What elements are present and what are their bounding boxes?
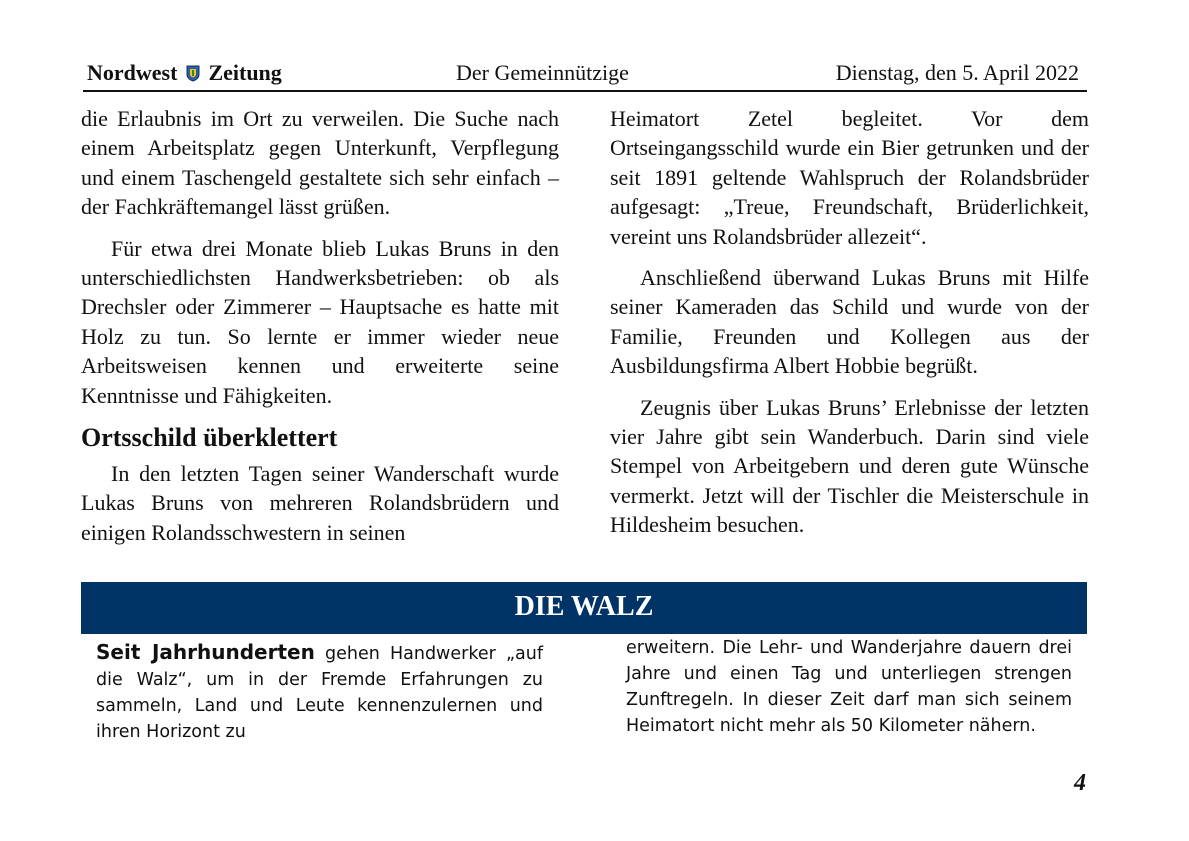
page-header — [83, 58, 1087, 92]
masthead-right: Zeitung — [208, 60, 282, 85]
masthead-left: Nordwest — [87, 60, 178, 85]
page-number: 4 — [1074, 770, 1086, 796]
infobox-text: gehen Handwerker „auf die Walz“, um in der Fremde Erfahrungen zu sammeln, Land und Leute kennenzulernen und ihren Horizont zu — [96, 644, 543, 742]
infobox-column-right — [626, 635, 1072, 739]
article-paragraph: In den letzten Tagen seiner Wanderschaft wurde Lukas Bruns von mehreren Rolandsbrüdern und einigen Rolandsschwestern in seinen — [81, 461, 559, 545]
article-paragraph: Für etwa drei Monate blieb Lukas Bruns in den unterschiedlichsten Handwerksbetrieben: ob als Drechsler oder Zimmerer – Hauptsache es hatte mit Holz zu tun. So lernte er immer wieder neue Arbeitsweisen kennen und erweiterte seine Kenntnisse und Fähigkeiten. — [81, 235, 559, 408]
infobox-title-banner: DIE WALZ — [81, 582, 1087, 634]
masthead — [87, 60, 282, 88]
article-paragraph: Anschließend überwand Lukas Bruns mit Hilfe seiner Kameraden das Schild und wurde von der Familie, Freunden und Kollegen aus der Ausbildungsfirma Albert Hobbie begrüßt. — [610, 265, 1089, 379]
article-paragraph: Heimatort Zetel begleitet. Vor dem Ortseingangsschild wurde ein Bier getrunken und der seit 1891 geltende Wahlspruch der Rolandsbrüder aufgesagt: „Treue, Freundschaft, Brüderlichkeit, vereint uns Rolandsbrüder allezeit“. — [610, 106, 1089, 249]
article-subheading: Ortsschild überklettert — [81, 423, 338, 453]
infobox-paragraph: erweitern. Die Lehr- und Wanderjahre dauern drei Jahre und einen Tag und unterliegen strengen Zunftregeln. In dieser Zeit darf man sich seinem Heimatort nicht mehr als 50 Kilometer nähern. — [626, 638, 1072, 736]
infobox-column-left — [96, 639, 543, 745]
section-name: Der Gemeinnützige — [456, 60, 629, 85]
infobox-paragraph — [96, 639, 543, 745]
article-column-right — [610, 104, 1089, 540]
issue-date: Dienstag, den 5. April 2022 — [835, 60, 1079, 85]
infobox-lead: Seit Jahrhunderten — [96, 640, 315, 664]
article-paragraph: die Erlaubnis im Ort zu verweilen. Die Suche nach einem Arbeitsplatz gegen Unterkunft, Verpflegung und einem Taschengeld gestaltete sich sehr einfach – der Fachkräftemangel lässt grüßen. — [81, 106, 559, 220]
article-paragraph: Zeugnis über Lukas Bruns’ Erlebnisse der letzten vier Jahre gibt sein Wanderbuch. Darin sind viele Stempel von Arbeitgebern und deren gute Wünsche vermerkt. Jetzt will der Tischler die Meisterschule in Hildesheim besuchen. — [610, 394, 1089, 538]
article-column-left — [81, 104, 559, 547]
coat-of-arms-icon — [186, 62, 200, 88]
